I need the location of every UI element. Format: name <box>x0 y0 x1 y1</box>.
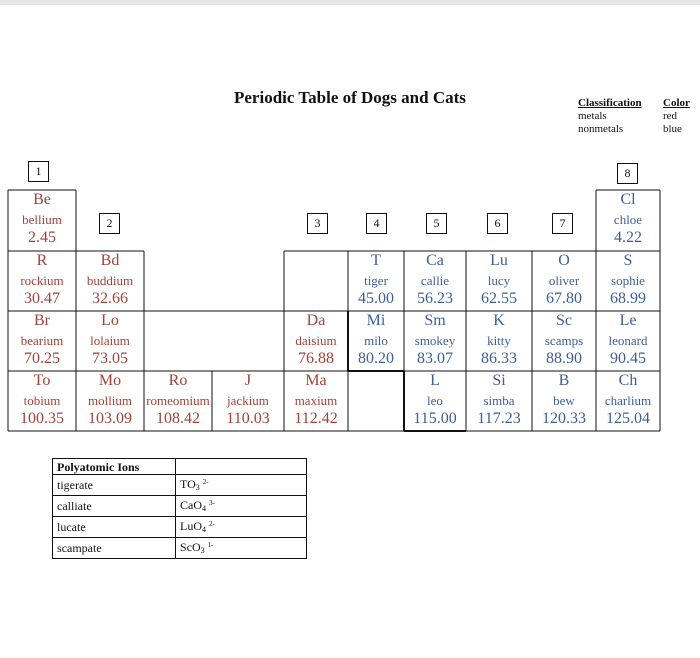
element-mass: 86.33 <box>481 350 517 367</box>
group-label-7: 7 <box>552 213 573 234</box>
element-mass: 4.22 <box>614 229 642 246</box>
group-label-1: 1 <box>28 161 49 182</box>
element-symbol: Da <box>306 312 326 329</box>
element-cell-scamps <box>532 311 596 371</box>
element-cell-bearium <box>8 311 76 371</box>
group-label-2: 2 <box>99 213 120 234</box>
element-name: romeomium <box>146 393 210 408</box>
element-mass: 110.03 <box>226 410 270 427</box>
element-name: leonard <box>608 333 648 348</box>
classification-metals: metals <box>578 110 607 122</box>
element-cell-leo <box>404 371 466 431</box>
element-name: sophie <box>611 273 645 288</box>
element-mass: 76.88 <box>298 350 334 367</box>
element-name: maxium <box>294 393 338 408</box>
element-name: mollium <box>87 393 133 408</box>
element-name: leo <box>427 393 443 408</box>
ion-formula <box>176 517 307 538</box>
element-cell-smokey <box>404 311 466 371</box>
element-cell-lolaium <box>76 311 144 371</box>
group-label-5: 5 <box>426 213 447 234</box>
element-cell-bellium <box>8 190 76 251</box>
element-name: rockium <box>20 273 64 288</box>
element-symbol: O <box>558 252 570 269</box>
element-symbol: T <box>371 252 381 269</box>
table-row <box>53 475 307 496</box>
element-name: tiger <box>364 273 388 288</box>
group-label-3: 3 <box>307 213 328 234</box>
element-name: oliver <box>548 273 580 288</box>
element-mass: 112.42 <box>294 410 338 427</box>
element-symbol: L <box>430 372 440 389</box>
ion-formula-base: TO <box>180 477 196 491</box>
color-blue: blue <box>663 123 682 135</box>
ion-formula-base: CaO <box>180 498 202 512</box>
element-symbol: Ch <box>618 372 638 389</box>
element-mass: 88.90 <box>546 350 582 367</box>
table-row <box>53 538 307 559</box>
element-name: buddium <box>86 273 134 288</box>
ion-charge: 1- <box>207 541 214 549</box>
element-cell-mollium <box>76 371 144 431</box>
element-cell-lucy <box>466 251 532 311</box>
element-symbol: Mi <box>366 312 386 329</box>
element-cell-rockium <box>8 251 76 311</box>
ions-header-blank <box>176 459 307 475</box>
table-row <box>53 496 307 517</box>
element-mass: 117.23 <box>477 410 521 427</box>
element-symbol: Ma <box>305 372 327 389</box>
element-symbol: Mo <box>98 372 122 389</box>
element-mass: 80.20 <box>358 350 394 367</box>
element-symbol: Lo <box>101 312 119 329</box>
ion-formula-base: LuO <box>180 519 202 533</box>
element-cell-leonard <box>596 311 660 371</box>
ion-name: tigerate <box>53 475 176 496</box>
element-name: kitty <box>487 333 511 348</box>
color-red: red <box>663 110 678 122</box>
element-mass: 62.55 <box>481 290 517 307</box>
ion-name: lucate <box>53 517 176 538</box>
element-name: callie <box>420 273 450 288</box>
ion-formula-subscript: 4 <box>202 504 206 513</box>
element-name: charlium <box>604 393 652 408</box>
element-cell-kitty <box>466 311 532 371</box>
element-name: scamps <box>544 333 584 348</box>
element-symbol: Ca <box>426 252 444 269</box>
element-name: chloe <box>613 212 643 227</box>
table-row <box>53 517 307 538</box>
classification-nonmetals: nonmetals <box>578 123 624 135</box>
element-mass: 83.07 <box>417 350 453 367</box>
element-name: tobium <box>23 393 61 408</box>
group-label-8: 8 <box>617 163 638 184</box>
element-cell-tiger <box>348 251 404 311</box>
element-name: bew <box>553 393 575 408</box>
element-cell-callie <box>404 251 466 311</box>
element-cell-oliver <box>532 251 596 311</box>
group-label-6: 6 <box>487 213 508 234</box>
element-cell-chloe <box>596 190 660 251</box>
ion-charge: 3- <box>209 499 215 507</box>
element-symbol: Le <box>619 312 637 329</box>
element-symbol: Be <box>33 191 51 208</box>
element-cell-buddium <box>76 251 144 311</box>
color-header: Color <box>663 97 690 109</box>
element-symbol: To <box>33 372 51 389</box>
ion-formula <box>176 475 307 496</box>
ion-formula <box>176 538 307 559</box>
element-cell-simba <box>466 371 532 431</box>
element-symbol: S <box>623 252 633 269</box>
element-cell-tobium <box>8 371 76 431</box>
element-symbol: Sc <box>556 312 572 329</box>
element-name: simba <box>483 393 515 408</box>
ions-header: Polyatomic Ions <box>53 459 176 475</box>
element-symbol: Bd <box>100 252 120 269</box>
element-name: bearium <box>20 333 64 348</box>
element-symbol: Cl <box>620 191 636 208</box>
element-symbol: J <box>244 372 252 389</box>
element-mass: 30.47 <box>24 290 60 307</box>
element-name: milo <box>364 333 388 348</box>
element-name: daisium <box>295 333 337 348</box>
element-mass: 120.33 <box>542 410 586 427</box>
element-symbol: R <box>36 252 48 269</box>
element-mass: 67.80 <box>546 290 582 307</box>
classification-header: Classification <box>578 97 642 109</box>
element-cell-bew <box>532 371 596 431</box>
element-mass: 103.09 <box>88 410 132 427</box>
element-name: smokey <box>414 333 456 348</box>
element-mass: 70.25 <box>24 350 60 367</box>
element-cell-charlium <box>596 371 660 431</box>
element-name: jackium <box>227 393 269 408</box>
ion-formula-subscript: 3 <box>200 546 205 555</box>
ion-formula-subscript: 4 <box>202 525 206 534</box>
element-symbol: Lu <box>490 252 508 269</box>
element-mass: 73.05 <box>92 350 128 367</box>
element-symbol: K <box>493 312 505 329</box>
element-symbol: Ro <box>168 372 188 389</box>
element-cell-jackium <box>212 371 284 431</box>
element-name: bellium <box>22 212 62 227</box>
element-symbol: B <box>558 372 570 389</box>
element-mass: 32.66 <box>92 290 128 307</box>
ion-formula <box>176 496 307 517</box>
element-symbol: Br <box>34 312 50 329</box>
ion-name: calliate <box>53 496 176 517</box>
ion-charge: 2- <box>209 520 215 528</box>
element-mass: 45.00 <box>358 290 394 307</box>
element-cell-romeomium <box>144 371 212 431</box>
element-cell-maxium <box>284 371 348 431</box>
element-cell-milo <box>348 311 404 371</box>
ion-formula-subscript: 3 <box>195 483 200 492</box>
element-mass: 115.00 <box>413 410 457 427</box>
element-mass: 108.42 <box>156 410 200 427</box>
element-mass: 100.35 <box>20 410 64 427</box>
element-mass: 90.45 <box>610 350 646 367</box>
page-title: Periodic Table of Dogs and Cats <box>234 88 466 107</box>
element-symbol: Si <box>492 372 506 389</box>
ion-charge: 2- <box>202 478 209 486</box>
element-mass: 125.04 <box>606 410 650 427</box>
group-label-4: 4 <box>366 213 387 234</box>
polyatomic-ions-table <box>52 458 307 559</box>
element-mass: 2.45 <box>28 229 56 246</box>
element-mass: 56.23 <box>417 290 453 307</box>
element-name: lolaium <box>90 333 130 348</box>
ion-formula-base: ScO <box>180 540 201 554</box>
element-cell-sophie <box>596 251 660 311</box>
element-mass: 68.99 <box>610 290 646 307</box>
ion-name: scampate <box>53 538 176 559</box>
element-symbol: Sm <box>424 312 446 329</box>
element-cell-daisium <box>284 311 348 371</box>
element-name: lucy <box>487 273 511 288</box>
